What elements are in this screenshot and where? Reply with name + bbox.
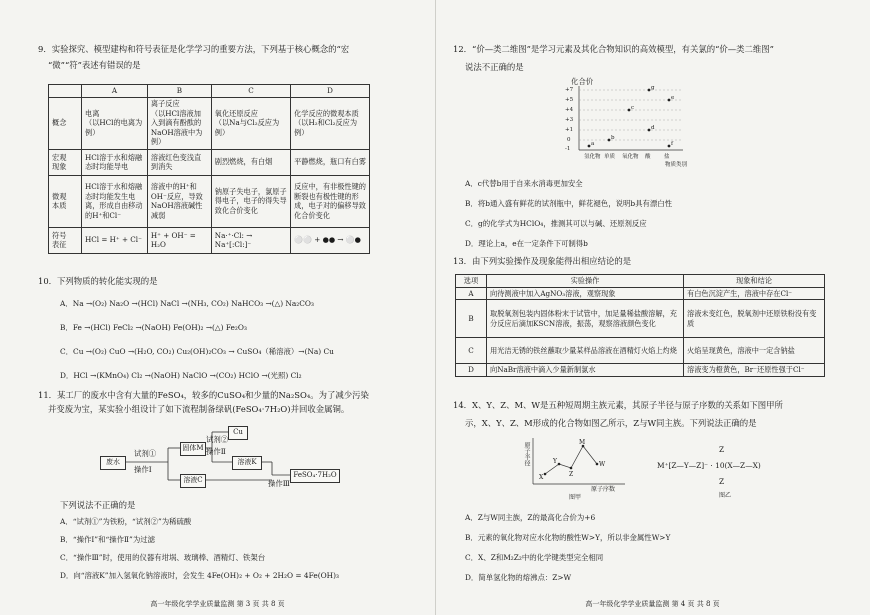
flow-solution-k: 溶液K: [232, 456, 262, 470]
q11-option-a: A．“试剂①”为铁粉，“试剂②”为稀硫酸: [60, 517, 192, 526]
q13-stem: 13．由下列实验操作及现象能得出相应结论的是: [453, 256, 632, 266]
q9-cell: H⁺ + OH⁻ = H₂O: [147, 227, 211, 253]
q11-option-b: B．“操作Ⅰ”和“操作Ⅱ”为过滤: [60, 535, 156, 544]
chart-point-label: f: [671, 141, 674, 147]
q13-header: 实验操作: [487, 275, 684, 288]
q12-stem-line2: 说法不正确的是: [465, 62, 524, 72]
chart-point-label: b: [611, 135, 615, 141]
flow-op1: 操作Ⅰ: [134, 465, 152, 474]
chart-xtick: 盐: [664, 154, 670, 160]
fig-b-formula: M⁺[Z—Y—Z]⁻ · 10(X—Z—X): [657, 461, 761, 470]
chart-ytick: +7: [565, 87, 574, 93]
q9-cell: 溶液红色变浅直到消失: [147, 149, 211, 175]
chart-y-label: 化合价: [571, 77, 594, 86]
q12-stem-line1: 12．“价—类二维图”是学习元素及其化合物知识的高效模型，有关氯的“价—类二维图”: [453, 44, 774, 54]
flow-product: FeSO₄·7H₂O: [290, 469, 340, 483]
flow-op3: 操作Ⅲ: [268, 479, 290, 488]
page-4: [435, 0, 870, 615]
q9-cell: 离子反应 （以HCl溶液加入到滴有酚酞的NaOH溶液中为例）: [147, 97, 211, 149]
q11-option-c: C．“操作Ⅲ”时，使用的仪器有坩埚、玻璃棒、酒精灯、铁架台: [60, 553, 266, 562]
q9-row-label: 概念: [49, 97, 82, 149]
q13-cell: 溶液变为橙黄色，Br⁻还原性强于Cl⁻: [684, 364, 825, 377]
chart-ytick: +1: [565, 127, 574, 133]
q9-cell: 钠原子失电子，氯原子得电子，电子的得失导致化合价变化: [211, 175, 290, 227]
q9-cell: 化学反应的微观本质 （以H₂和Cl₂反应为例）: [291, 97, 370, 149]
page-footer: 高一年级化学学业质量监测 第 3 页 共 8 页: [150, 600, 285, 608]
fig-b-upper: Z: [719, 445, 725, 454]
chart-xtick: 单质: [604, 154, 616, 160]
q14-option-a: A．Z与W同主族，Z的最高化合价为+6: [465, 513, 596, 522]
q13-cell: 取脱氧剂包装内固体粉末于试管中，加足量稀盐酸溶解，充分反应后滴加KSCN溶液，振荡，观察溶液颜色变化: [487, 300, 684, 338]
q14-stem-line2: 示，X、Y、Z、M形成的化合物如图乙所示，Z与W同主族。下列说法正确的是: [465, 418, 757, 428]
q9-cell: HCl溶于水和熔融态时均能发生电离，形成自由移动的H⁺和Cl⁻: [82, 175, 148, 227]
q9-header-a: A: [82, 85, 148, 98]
fig-a-point: X: [539, 474, 544, 481]
q13-cell: D: [456, 364, 487, 377]
q13-cell: A: [456, 287, 487, 300]
q9-stem-line1: 9．实验探究、模型建构和符号表征是化学学习的重要方法，下列基于核心概念的“宏: [38, 44, 350, 54]
q9-header-c: C: [211, 85, 290, 98]
q13-cell: 向NaBr溶液中滴入少量新制氯水: [487, 364, 684, 377]
q10-option-d: D．HCl →(KMnO₄) Cl₂ →(NaOH) NaClO →(CO₂) HClO →(光照) Cl₂: [60, 371, 302, 380]
flow-reagent1: 试剂①: [134, 449, 157, 458]
q14-option-d: D．简单氢化物的熔沸点：Z>W: [465, 573, 572, 582]
q13-cell: 向待测液中加入AgNO₃溶液，观察现象: [487, 287, 684, 300]
q9-cell: 平静燃烧，瓶口有白雾: [291, 149, 370, 175]
q9-cell: 溶液中的H⁺和OH⁻反应，导致NaOH溶液碱性减弱: [147, 175, 211, 227]
chart-point-label: e: [671, 95, 675, 101]
q14-figure-a: [521, 434, 631, 502]
q11-sub-stem: 下列说法不正确的是: [60, 500, 136, 510]
q9-row-label: 微观 本质: [49, 175, 82, 227]
q13-cell: 溶液未变红色，脱氧剂中还原铁粉没有变质: [684, 300, 825, 338]
q9-cell: 氧化还原反应 （以Na与Cl₂反应为例）: [211, 97, 290, 149]
flow-op2: 操作Ⅱ: [206, 447, 226, 456]
q12-valence-chart: [565, 76, 695, 168]
fig-a-y-label: 原子半径: [523, 442, 530, 466]
q9-cell: Na·⁺·Cl: → Na⁺[:Cl:]⁻: [211, 227, 290, 253]
fig-b-caption: 图乙: [719, 492, 732, 499]
q13-table: [455, 274, 825, 377]
q12-option-d: D．理论上a，e在一定条件下可制得b: [465, 239, 588, 248]
chart-point-label: g: [651, 85, 655, 91]
q9-header-blank: [49, 85, 82, 98]
chart-ytick: +3: [565, 117, 574, 123]
fig-a-caption: 图甲: [569, 494, 582, 501]
q9-cell: 剧烈燃烧，有白烟: [211, 149, 290, 175]
q10-option-a: A．Na →(O₂) Na₂O →(HCl) NaCl →(NH₃, CO₂) NaHCO₃ →(△) Na₂CO₃: [60, 299, 314, 308]
q9-stem-line2: “微”“符”表述有错误的是: [48, 60, 141, 70]
fig-b-lower: Z: [719, 477, 725, 486]
q13-header: 现象和结论: [684, 275, 825, 288]
flow-solution-c: 溶液C: [180, 474, 206, 488]
chart-ytick: -1: [565, 146, 571, 152]
q9-row-label: 宏观 现象: [49, 149, 82, 175]
fig-a-point: M: [579, 439, 586, 446]
q13-cell: C: [456, 338, 487, 364]
chart-point-label: a: [591, 141, 595, 147]
q12-option-b: B．将b通入盛有鲜花的试剂瓶中，鲜花褪色，说明b具有漂白性: [465, 199, 673, 208]
q13-cell: B: [456, 300, 487, 338]
q13-cell: 火焰呈现黄色，溶液中一定含钠盐: [684, 338, 825, 364]
q10-option-b: B．Fe →(HCl) FeCl₂ →(NaOH) Fe(OH)₂ →(△) Fe₂O₃: [60, 323, 247, 332]
chart-point-label: d: [651, 125, 655, 131]
q10-option-c: C．Cu →(O₂) CuO →(H₂O, CO₂) Cu₂(OH)₂CO₃ → CuSO₄（稀溶液）→(Na) Cu: [60, 347, 334, 356]
q14-option-c: C．X、Z和M₂Z₂中的化学键类型完全相同: [465, 553, 604, 562]
q14-option-b: B．元素的氧化物对应水化物的酸性W>Y，所以非金属性W>Y: [465, 533, 671, 542]
q9-cell: HCl = H⁺ + Cl⁻: [82, 227, 148, 253]
q11-stem-line1: 11．某工厂的废水中含有大量的FeSO₄，较多的CuSO₄和少量的Na₂SO₄。为了减少污染: [38, 390, 369, 400]
q11-stem-line2: 并变废为宝，某实验小组设计了如下流程制备绿矾(FeSO₄·7H₂O)并回收金属铜。: [48, 404, 350, 414]
fig-a-point: Z: [569, 471, 574, 478]
chart-ytick: +4: [565, 107, 574, 113]
flow-reagent2: 试剂②: [206, 435, 229, 444]
q12-option-c: C．g的化学式为HClO₄，推测其可以与碱、还原剂反应: [465, 219, 647, 228]
chart-x-label: 物质类别: [665, 162, 688, 168]
q14-stem-line1: 14．X、Y、Z、M、W是五种短周期主族元素，其原子半径与原子序数的关系如下图甲所: [453, 400, 783, 410]
fig-a-x-label: 原子序数: [591, 486, 616, 493]
q9-table: [48, 84, 370, 254]
chart-point-label: c: [631, 105, 635, 111]
chart-ytick: 0: [567, 137, 571, 143]
chart-xtick: 氧化物: [622, 154, 639, 160]
q13-header: 选项: [456, 275, 487, 288]
q13-cell: 有白色沉淀产生，溶液中存在Cl⁻: [684, 287, 825, 300]
flow-waste: 废水: [100, 456, 126, 470]
q9-cell: ⚪⚪ + ●● → ⚪●: [291, 227, 370, 253]
q12-option-a: A．c代替b用于自来水消毒更加安全: [465, 179, 583, 188]
q11-flow-diagram: [100, 420, 340, 490]
q14-figure-b: [657, 444, 817, 502]
flow-cu: Cu: [228, 426, 248, 440]
q9-header-b: B: [147, 85, 211, 98]
q11-option-d: D．向“溶液K”加入氢氧化钠溶液时，会发生 4Fe(OH)₂ + O₂ + 2H₂O = 4Fe(OH)₃: [60, 571, 339, 580]
fig-a-point: Y: [553, 458, 557, 465]
flow-solid-m: 固体M: [180, 442, 206, 456]
q9-cell: 电离 （以HCl的电离为例）: [82, 97, 148, 149]
q9-cell: 反应中，有非极性键的断裂也有极性键的形成，电子对的偏移导致化合价变化: [291, 175, 370, 227]
chart-xtick: 酸: [645, 154, 651, 160]
q9-cell: HCl溶于水和熔融态时均能导电: [82, 149, 148, 175]
q9-header-d: D: [291, 85, 370, 98]
chart-xtick: 氢化物: [584, 154, 601, 160]
page-footer: 高一年级化学学业质量监测 第 4 页 共 8 页: [585, 600, 720, 608]
fig-a-point: W: [599, 461, 606, 468]
q9-row-label: 符号 表征: [49, 227, 82, 253]
q10-stem: 10．下列物质的转化能实现的是: [38, 276, 158, 286]
q13-cell: 用光洁无锈的铁丝蘸取少量某样品溶液在酒精灯火焰上灼烧: [487, 338, 684, 364]
chart-ytick: +5: [565, 97, 574, 103]
